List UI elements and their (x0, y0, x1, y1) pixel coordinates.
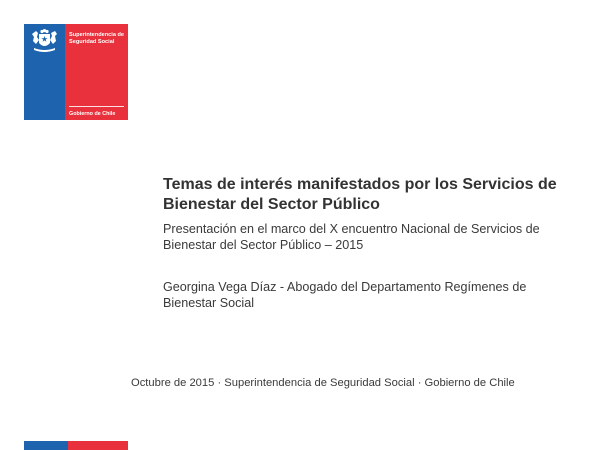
logo-divider (69, 106, 124, 107)
slide-author: Georgina Vega Díaz - Abogado del Departamento Regímenes de Bienestar Social (163, 280, 527, 310)
slide-title: Temas de interés manifestados por los Servicios de Bienestar del Sector Público (163, 176, 557, 213)
chile-coat-of-arms-icon (29, 28, 60, 54)
slide-footer: Octubre de 2015 · Superintendencia de Seguridad Social · Gobierno de Chile (131, 377, 515, 389)
slide-subtitle: Presentación en el marco del X encuentro Nacional de Servicios de Bienestar del Sector Público – 2015 (163, 222, 540, 252)
logo-blue-panel (24, 24, 65, 120)
institution-logo (24, 24, 128, 120)
logo-red-panel (65, 24, 128, 120)
logo-government-name: Gobierno de Chile (69, 111, 116, 117)
bottom-bar-blue (24, 441, 68, 450)
bottom-color-bar (24, 441, 128, 450)
logo-institution-name: Superintendencia de Seguridad Social (69, 32, 125, 45)
bottom-bar-red (68, 441, 128, 450)
